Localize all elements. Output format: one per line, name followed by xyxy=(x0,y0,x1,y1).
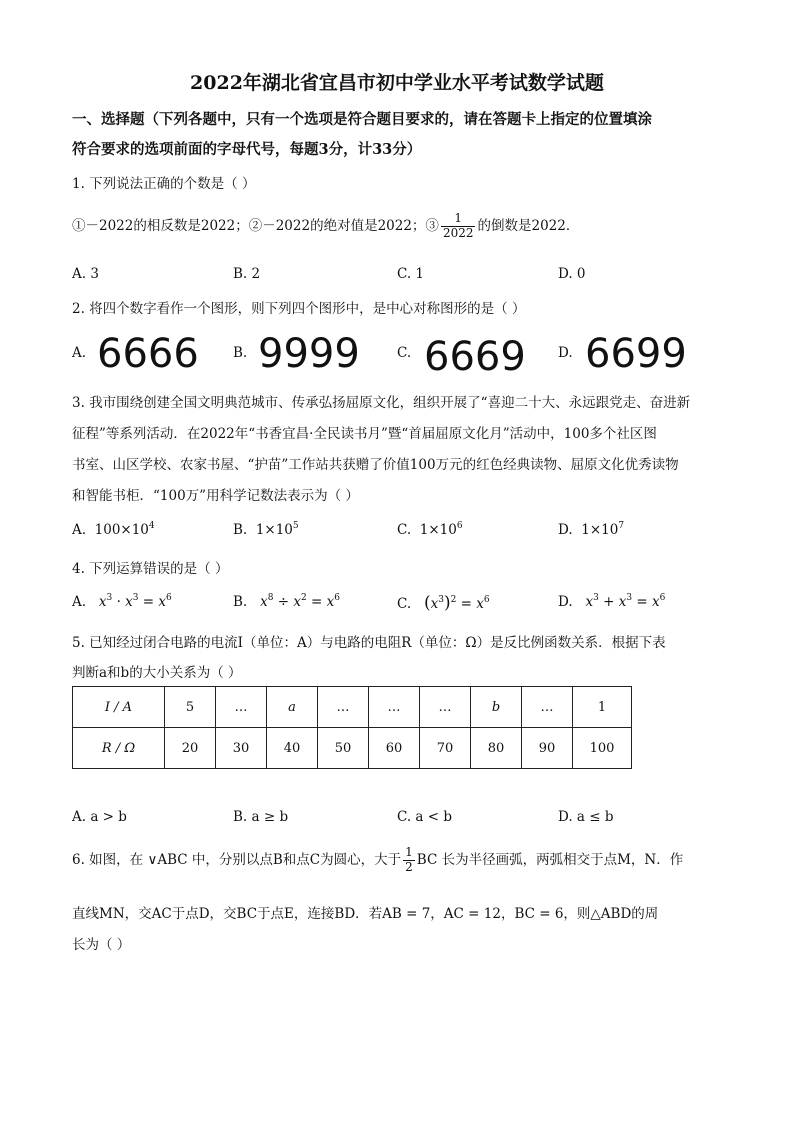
question-5-option-c[interactable]: C. a < b xyxy=(397,809,453,825)
question-2-option-a-letter[interactable]: A. xyxy=(72,345,87,361)
question-2-figure-b[interactable]: 9999 xyxy=(258,331,360,377)
question-2-option-d-letter[interactable]: D. xyxy=(558,345,573,361)
question-4-option-c[interactable] xyxy=(397,593,490,613)
question-1-stem: 1. 下列说法正确的个数是（ ） xyxy=(72,176,256,192)
question-5-line-1: 5. 已知经过闭合电路的电流I（单位：A）与电路的电阻R（单位：Ω）是反比例函数关系．根据下表 xyxy=(72,635,666,651)
question-6-line-1 xyxy=(72,846,683,875)
question-4-option-b[interactable] xyxy=(233,593,340,610)
question-2-figure-d[interactable]: 6699 xyxy=(585,331,687,377)
question-1-option-a[interactable]: A. 3 xyxy=(72,266,99,282)
fraction-numerator: 1 xyxy=(441,212,476,227)
table-cell: … xyxy=(216,687,267,728)
question-4-stem: 4. 下列运算错误的是（ ） xyxy=(72,561,229,577)
math-expression-a: $x^3 \cdot x^3 = x^6$ xyxy=(98,593,172,610)
table-cell: 100 xyxy=(573,728,632,769)
question-2-option-c-letter[interactable]: C. xyxy=(397,345,412,361)
fraction-denominator: 2 xyxy=(405,859,413,874)
table-cell: I / A xyxy=(73,687,165,728)
question-3-option-b[interactable] xyxy=(233,521,299,538)
table-cell: a xyxy=(267,687,318,728)
section-header-line-1: 一、选择题（下列各题中，只有一个选项是符合题目要求的，请在答题卡上指定的位置填涂 xyxy=(72,111,652,128)
option-base: 1×10 xyxy=(419,522,457,538)
question-1-option-d[interactable]: D. 0 xyxy=(558,266,586,282)
table-row-current xyxy=(73,687,632,728)
section-header-line-2: 符合要求的选项前面的字母代号，每题3分，计33分） xyxy=(72,141,422,158)
math-expression-b: $x^8 \div x^2 = x^6$ xyxy=(260,593,340,610)
fraction-denominator: 2022 xyxy=(442,225,474,240)
table-cell: b xyxy=(471,687,522,728)
option-base: 1×10 xyxy=(581,522,619,538)
option-letter: B. xyxy=(233,522,248,538)
option-exponent: 7 xyxy=(618,521,625,531)
table-cell: 40 xyxy=(267,728,318,769)
question-3-line-1: 3. 我市围绕创建全国文明典范城市、传承弘扬屈原文化，组织开展了“喜迎二十大、永远跟党走、奋进新 xyxy=(72,395,691,411)
fraction-1-over-2022 xyxy=(441,212,476,241)
question-5-option-a[interactable]: A. a > b xyxy=(72,809,127,825)
question-6-line-3: 长为（ ） xyxy=(72,937,131,953)
table-cell: 20 xyxy=(165,728,216,769)
option-letter: A. xyxy=(72,594,87,610)
option-letter: A. xyxy=(72,522,87,538)
option-base: 100×10 xyxy=(94,522,149,538)
table-cell: … xyxy=(369,687,420,728)
option-exponent: 5 xyxy=(292,521,299,531)
option-letter: C. xyxy=(397,522,412,538)
fraction-one-half xyxy=(403,846,415,875)
option-letter: B. xyxy=(233,594,248,610)
question-6-text-b: BC 长为半径画弧，两弧相交于点M，N．作 xyxy=(416,851,684,868)
table-cell: … xyxy=(318,687,369,728)
question-5-option-d[interactable]: D. a ≤ b xyxy=(558,809,614,825)
question-2-figure-a[interactable]: 6666 xyxy=(97,331,199,377)
table-cell: … xyxy=(522,687,573,728)
question-1-option-c[interactable]: C. 1 xyxy=(397,266,425,282)
question-4-option-a[interactable] xyxy=(72,593,172,610)
table-cell: 60 xyxy=(369,728,420,769)
question-6-line-2: 直线MN，交AC于点D，交BC于点E，连接BD．若AB = 7，AC = 12，BC = 6，则△ABD的周 xyxy=(72,906,659,922)
question-3-line-4: 和智能书柜．“100万”用科学记数法表示为（ ） xyxy=(72,488,359,504)
question-1-statements xyxy=(72,212,579,241)
table-row-resistance xyxy=(73,728,632,769)
option-letter: D. xyxy=(558,594,573,610)
question-1-option-b[interactable]: B. 2 xyxy=(233,266,261,282)
math-expression-d: $x^3 + x^3 = x^6$ xyxy=(585,593,666,610)
fraction-numerator: 1 xyxy=(405,845,413,859)
table-cell: 90 xyxy=(522,728,573,769)
question-1-statement-b: 的倒数是2022． xyxy=(477,217,580,234)
table-cell: 5 xyxy=(165,687,216,728)
table-cell: 30 xyxy=(216,728,267,769)
math-expression-c: $(x^3)^2 = x^6$ xyxy=(424,593,490,613)
question-2-figure-c[interactable]: 6669 xyxy=(424,334,526,380)
table-cell: 70 xyxy=(420,728,471,769)
option-letter: D. xyxy=(558,522,573,538)
option-base: 1×10 xyxy=(255,522,293,538)
table-cell: 1 xyxy=(573,687,632,728)
option-exponent: 6 xyxy=(456,521,463,531)
table-cell: R / Ω xyxy=(73,728,165,769)
question-3-line-3: 书室、山区学校、农家书屋、“护苗”工作站共获赠了价值100万元的红色经典读物、屈原文化优秀读物 xyxy=(72,457,679,473)
page-title: 2022年湖北省宜昌市初中学业水平考试数学试题 xyxy=(190,72,604,94)
current-resistance-table xyxy=(72,686,632,769)
option-exponent: 4 xyxy=(148,521,155,531)
question-3-option-d[interactable] xyxy=(558,521,624,538)
table-cell: 50 xyxy=(318,728,369,769)
question-3-option-a[interactable] xyxy=(72,521,155,538)
question-4-option-d[interactable] xyxy=(558,593,665,610)
question-3-option-c[interactable] xyxy=(397,521,463,538)
question-3-line-2: 征程”等系列活动．在2022年“书香宜昌·全民读书月”暨“首届屈原文化月”活动中，100多个社区图 xyxy=(72,426,657,442)
question-2-stem: 2. 将四个数字看作一个图形，则下列四个图形中，是中心对称图形的是（ ） xyxy=(72,301,526,317)
question-6-text-a: 6. 如图，在 ∨ABC 中，分别以点B和点C为圆心，大于 xyxy=(72,851,402,868)
table-cell: 80 xyxy=(471,728,522,769)
table-cell: … xyxy=(420,687,471,728)
option-letter: C. xyxy=(397,596,412,612)
question-1-statement-a: ①－2022的相反数是2022；②－2022的绝对值是2022；③ xyxy=(72,217,439,234)
question-5-line-2: 判断a和b的大小关系为（ ） xyxy=(72,665,242,681)
question-2-option-b-letter[interactable]: B. xyxy=(233,345,248,361)
question-5-option-b[interactable]: B. a ≥ b xyxy=(233,809,289,825)
